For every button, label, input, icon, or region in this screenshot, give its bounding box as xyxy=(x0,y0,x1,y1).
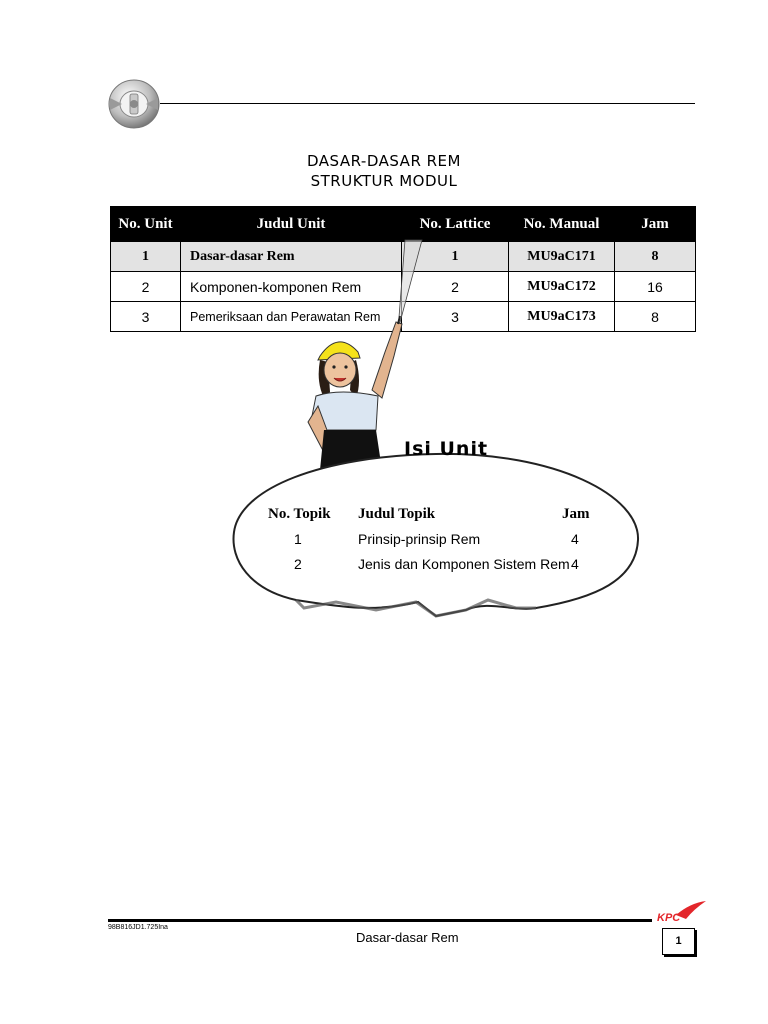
cell-manual: MU9aC173 xyxy=(509,302,615,332)
document-subtitle: STRUKTUR MODUL xyxy=(310,172,458,190)
topic-row-2-no: 2 xyxy=(294,556,302,572)
header-no-lattice: No. Lattice xyxy=(402,207,509,242)
cell-lattice: 3 xyxy=(402,302,509,332)
cell-jam: 8 xyxy=(615,302,696,332)
cell-judul: Dasar-dasar Rem xyxy=(181,242,402,272)
page-number: 1 xyxy=(662,928,695,955)
cell-jam: 16 xyxy=(615,272,696,302)
footer-rule xyxy=(108,919,652,922)
cell-manual: MU9aC171 xyxy=(509,242,615,272)
topic-row-1-no: 1 xyxy=(294,531,302,547)
topic-row-1-judul: Prinsip-prinsip Rem xyxy=(358,531,481,547)
topic-header-jam: Jam xyxy=(562,506,590,522)
header-no-manual: No. Manual xyxy=(509,207,615,242)
kpc-logo-icon xyxy=(656,901,706,923)
cell-no: 1 xyxy=(111,242,181,272)
kpc-brand-text: KPC xyxy=(657,912,681,923)
cell-lattice: 2 xyxy=(402,272,509,302)
footer-title: Dasar-dasar Rem xyxy=(356,930,459,945)
topic-header-judul: Judul Topik xyxy=(358,506,436,522)
header-no-unit: No. Unit xyxy=(111,207,181,242)
cell-no: 3 xyxy=(111,302,181,332)
cell-judul: Pemeriksaan dan Perawatan Rem xyxy=(181,302,402,332)
isi-unit-label: Isi Unit xyxy=(404,438,489,460)
cell-jam: 8 xyxy=(615,242,696,272)
cell-no: 2 xyxy=(111,272,181,302)
table-header-row xyxy=(111,207,696,242)
gear-logo-icon xyxy=(104,74,162,132)
topic-row-1-jam: 4 xyxy=(571,531,579,547)
cell-judul: Komponen-komponen Rem xyxy=(181,272,402,302)
cell-lattice: 1 xyxy=(402,242,509,272)
document-code: 98B816JD1.725Ina xyxy=(108,924,168,931)
header-jam: Jam xyxy=(615,207,696,242)
topic-header-no: No. Topik xyxy=(268,506,331,522)
header-rule xyxy=(160,103,695,104)
cell-manual: MU9aC172 xyxy=(509,272,615,302)
header-judul-unit: Judul Unit xyxy=(181,207,402,242)
topic-row-2-judul: Jenis dan Komponen Sistem Rem xyxy=(358,556,570,572)
document-title: DASAR-DASAR REM xyxy=(307,152,461,170)
topic-row-2-jam: 4 xyxy=(571,556,579,572)
